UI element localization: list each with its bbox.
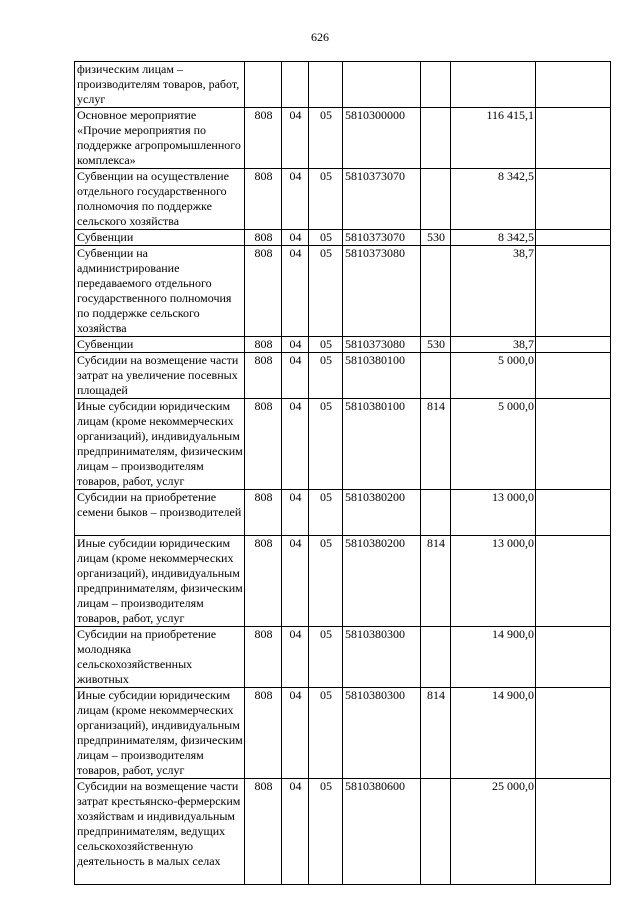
row-prz: 05 <box>309 337 343 353</box>
row-prz: 05 <box>309 688 343 779</box>
row-sum: 13 000,0 <box>451 536 536 627</box>
row-rz: 04 <box>282 108 309 169</box>
row-vs: 808 <box>245 779 282 885</box>
row-rz: 04 <box>282 169 309 230</box>
row-csr: 5810373080 <box>343 337 421 353</box>
row-vs: 808 <box>245 490 282 536</box>
row-rz: 04 <box>282 337 309 353</box>
row-prz: 05 <box>309 230 343 246</box>
row-csr: 5810380600 <box>343 779 421 885</box>
table-row <box>75 490 611 536</box>
row-vs: 808 <box>245 169 282 230</box>
row-sum: 8 342,5 <box>451 230 536 246</box>
row-sum: 5 000,0 <box>451 353 536 399</box>
row-vr <box>421 627 451 688</box>
row-sum: 13 000,0 <box>451 490 536 536</box>
table-row <box>75 108 611 169</box>
row-sum: 25 000,0 <box>451 779 536 885</box>
row-vr <box>421 246 451 337</box>
row-name: Иные субсидии юридическим лицам (кроме некоммерческих организаций), индивидуальным предпринимателям, физическим лицам – производителям товаров, работ, услуг <box>75 688 245 779</box>
row-prz: 05 <box>309 169 343 230</box>
row-rz: 04 <box>282 246 309 337</box>
row-extra <box>536 627 611 688</box>
row-sum <box>451 62 536 108</box>
row-name: Субсидии на приобретение семени быков – производителей <box>75 490 245 536</box>
row-rz <box>282 62 309 108</box>
row-prz: 05 <box>309 490 343 536</box>
row-vs: 808 <box>245 536 282 627</box>
row-extra <box>536 230 611 246</box>
row-name: Субсидии на приобретение молодняка сельскохозяйственных животных <box>75 627 245 688</box>
row-name: Иные субсидии юридическим лицам (кроме некоммерческих организаций), индивидуальным предпринимателям, физическим лицам – производителям товаров, работ, услуг <box>75 399 245 490</box>
row-csr: 5810380200 <box>343 536 421 627</box>
row-rz: 04 <box>282 230 309 246</box>
row-vr <box>421 490 451 536</box>
table-row <box>75 779 611 885</box>
row-sum: 8 342,5 <box>451 169 536 230</box>
table-row <box>75 337 611 353</box>
row-name: Субсидии на возмещение части затрат на увеличение посевных площадей <box>75 353 245 399</box>
row-csr: 5810380300 <box>343 627 421 688</box>
row-extra <box>536 779 611 885</box>
row-vs: 808 <box>245 230 282 246</box>
row-csr: 5810300000 <box>343 108 421 169</box>
table-row <box>75 246 611 337</box>
table-row <box>75 536 611 627</box>
row-name: Субвенции на осуществление отдельного государственного полномочия по поддержке сельского хозяйства <box>75 169 245 230</box>
table-row <box>75 230 611 246</box>
row-extra <box>536 399 611 490</box>
row-vr: 530 <box>421 337 451 353</box>
row-extra <box>536 108 611 169</box>
row-vs <box>245 62 282 108</box>
row-rz: 04 <box>282 627 309 688</box>
row-vs: 808 <box>245 627 282 688</box>
table-row <box>75 62 611 108</box>
row-prz: 05 <box>309 246 343 337</box>
row-name: Субсидии на возмещение части затрат крестьянско-фермерским хозяйствам и индивидуальным предпринимателям, ведущих сельскохозяйственную деятельность в малых селах <box>75 779 245 885</box>
table-row <box>75 627 611 688</box>
row-csr: 5810373070 <box>343 230 421 246</box>
row-name: Субвенции на администрирование передаваемого отдельного государственного полномочия по поддержке сельского хозяйства <box>75 246 245 337</box>
row-vr: 530 <box>421 230 451 246</box>
row-csr: 5810380300 <box>343 688 421 779</box>
row-extra <box>536 688 611 779</box>
table-row <box>75 353 611 399</box>
row-name: Субвенции <box>75 230 245 246</box>
row-extra <box>536 353 611 399</box>
row-extra <box>536 536 611 627</box>
row-sum: 5 000,0 <box>451 399 536 490</box>
row-vs: 808 <box>245 688 282 779</box>
table-row <box>75 399 611 490</box>
row-vr: 814 <box>421 399 451 490</box>
row-rz: 04 <box>282 688 309 779</box>
row-rz: 04 <box>282 536 309 627</box>
row-vr <box>421 169 451 230</box>
row-csr: 5810373070 <box>343 169 421 230</box>
row-rz: 04 <box>282 353 309 399</box>
table-row <box>75 688 611 779</box>
row-name: физическим лицам – производителям товаров, работ, услуг <box>75 62 245 108</box>
row-rz: 04 <box>282 490 309 536</box>
row-vr <box>421 108 451 169</box>
row-extra <box>536 246 611 337</box>
row-extra <box>536 169 611 230</box>
row-vs: 808 <box>245 246 282 337</box>
row-csr: 5810380200 <box>343 490 421 536</box>
row-vs: 808 <box>245 337 282 353</box>
row-vs: 808 <box>245 399 282 490</box>
row-prz: 05 <box>309 108 343 169</box>
row-sum: 116 415,1 <box>451 108 536 169</box>
row-prz: 05 <box>309 353 343 399</box>
row-prz: 05 <box>309 536 343 627</box>
table-row <box>75 169 611 230</box>
row-sum: 14 900,0 <box>451 688 536 779</box>
row-prz: 05 <box>309 399 343 490</box>
row-csr: 5810373080 <box>343 246 421 337</box>
row-vr: 814 <box>421 688 451 779</box>
row-vs: 808 <box>245 353 282 399</box>
row-vr <box>421 353 451 399</box>
row-vr: 814 <box>421 536 451 627</box>
row-sum: 38,7 <box>451 246 536 337</box>
row-csr <box>343 62 421 108</box>
row-name: Субвенции <box>75 337 245 353</box>
budget-table <box>74 61 611 885</box>
row-vs: 808 <box>245 108 282 169</box>
row-rz: 04 <box>282 779 309 885</box>
row-vr <box>421 779 451 885</box>
row-name: Основное мероприятие «Прочие мероприятия по поддержке агропромышленного комплекса» <box>75 108 245 169</box>
row-name: Иные субсидии юридическим лицам (кроме некоммерческих организаций), индивидуальным предпринимателям, физическим лицам – производителям товаров, работ, услуг <box>75 536 245 627</box>
row-csr: 5810380100 <box>343 353 421 399</box>
row-prz: 05 <box>309 627 343 688</box>
row-extra <box>536 337 611 353</box>
row-extra <box>536 490 611 536</box>
page-number: 626 <box>311 30 329 44</box>
row-sum: 38,7 <box>451 337 536 353</box>
row-sum: 14 900,0 <box>451 627 536 688</box>
row-rz: 04 <box>282 399 309 490</box>
row-prz <box>309 62 343 108</box>
row-vr <box>421 62 451 108</box>
row-prz: 05 <box>309 779 343 885</box>
row-csr: 5810380100 <box>343 399 421 490</box>
row-extra <box>536 62 611 108</box>
